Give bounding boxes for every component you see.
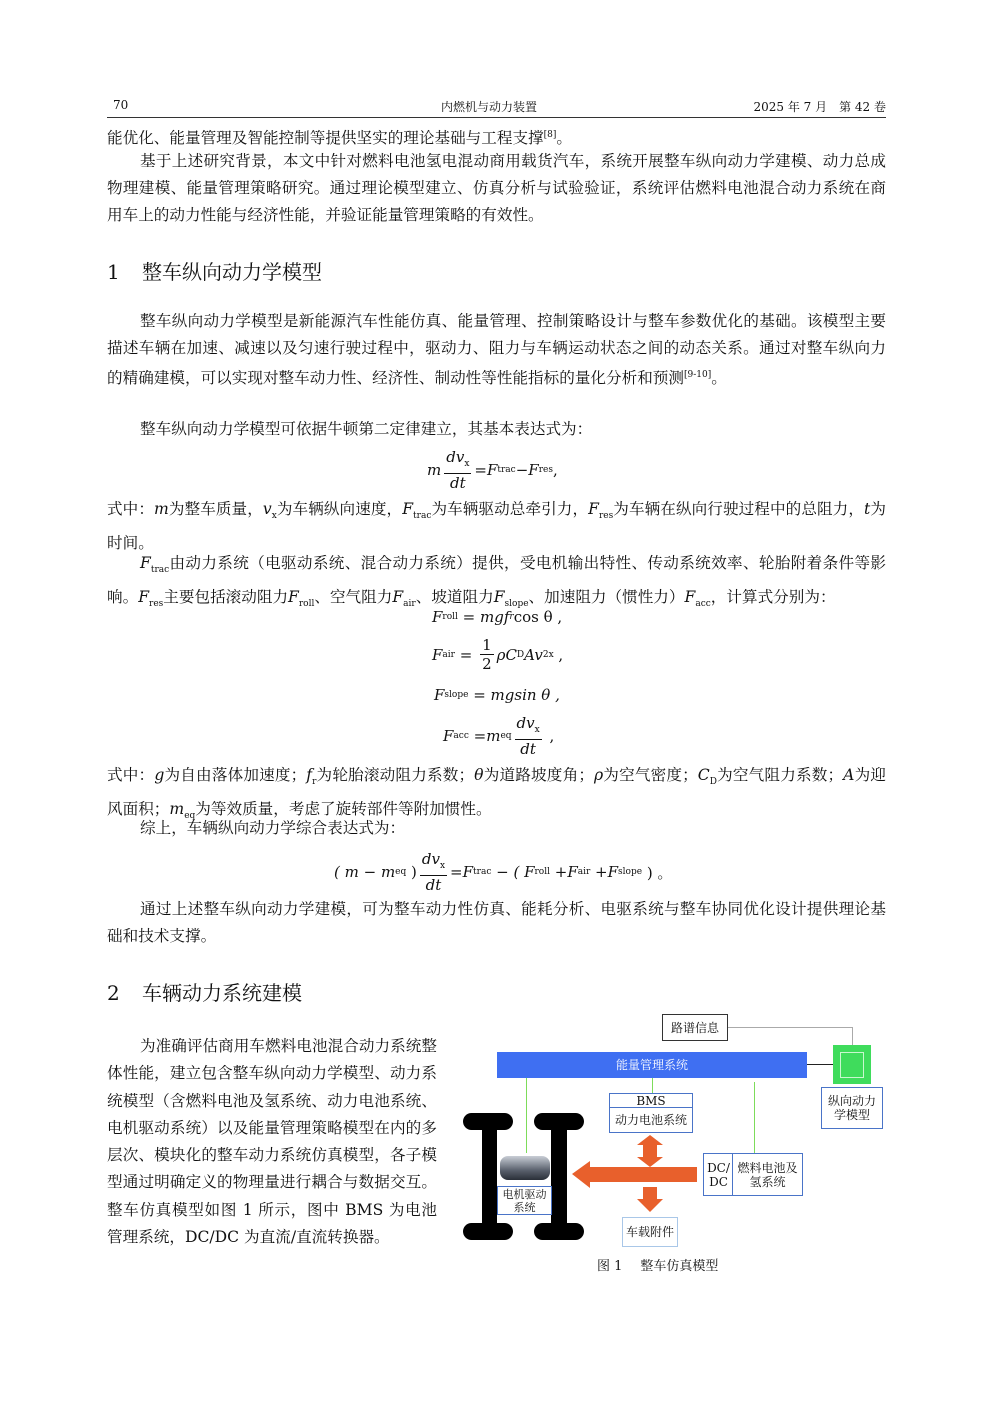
text-run: 。 [711,368,727,387]
text-run: 为车辆在纵向行驶过程中的总阻力， [613,500,864,518]
eq-sub: r [509,612,514,622]
eq-sub: x [534,725,540,735]
eq-term: dt [425,876,442,894]
eq-term: m [427,461,442,479]
math-subscript: trac [413,511,432,521]
eq-term: =F [474,461,498,479]
figure-number: 图 1 [597,1259,623,1274]
figure-title: 整车仿真模型 [640,1259,719,1274]
battery-system-box: 动力电池系统 [609,1107,693,1133]
eq-term: = mgf [457,608,510,626]
math-subscript: trac [150,565,170,575]
dcdc-box: DC/ DC [703,1153,733,1196]
eq-term: − ( F [491,863,535,881]
text-run: 为轮胎滚动阻力系数； [316,766,475,784]
math-subscript: res [598,511,614,521]
text-run: 为整车质量， [168,500,263,518]
eq-term: = mgsin θ , [468,686,560,704]
equation-accel [443,714,554,758]
section-heading-2 [107,977,302,1006]
signal-line [652,1078,653,1093]
fraction [444,448,471,492]
section-number: 2 [107,981,120,1005]
eq-term: dt [449,474,466,492]
text-run: ，计算式分别为： [710,587,836,606]
eq-term: , [544,727,555,745]
fraction [515,714,542,758]
math-variable: F [140,554,151,572]
paragraph [107,416,886,443]
power-flow-arrows [570,1133,700,1215]
header-rule [107,117,886,118]
axle-icon [482,1120,497,1230]
text-run: 能优化、能量管理及智能控制等提供坚实的理论基础与工程支撑 [107,129,544,147]
eq-term: 1 [482,636,492,654]
eq-term: cos θ , [513,608,563,626]
eq-term: F [432,645,443,664]
paragraph [107,815,886,842]
text-run: 、空气阻力 [314,587,393,606]
motor-drive-system-box: 电机驱动系统 [497,1186,552,1215]
text-run: 、加速阻力（惯性力） [528,587,685,606]
math-variable: F [588,500,599,518]
text-run: 为空气阻力系数； [716,766,844,784]
page-number: 70 [113,98,129,112]
accessories-box: 车载附件 [622,1217,678,1247]
eq-term: ( m − m [334,863,396,881]
issue-info: 2025 年 7 月 第 42 卷 [753,100,886,114]
eq-sub: x [548,649,554,660]
power-arrow-down [637,1187,663,1212]
citation: [8] [543,130,557,140]
eq-sub: slope [618,867,643,877]
eq-term: +F [590,863,619,881]
eq-sub: res [538,465,553,475]
text-run: 综上，车辆纵向动力学综合表达式为： [140,819,406,837]
math-variable: m [154,500,169,518]
eq-term: −F [515,461,539,479]
signal-line [526,1078,527,1153]
eq-sub: slope [444,690,469,700]
eq-term: ρC [496,645,517,664]
text-run: 基于上述研究背景，本文中针对燃料电池氢电混动商用载货汽车，系统开展整车纵向动力学建模、动力总成物理建模、能量管理策略研究。通过理论模型建立、仿真分析与试验验证，系统评估燃料电池混合动力系统在商用车上的动力性能与经济性能，并验证能量管理策略的有效性。 [107,152,886,224]
fraction [480,636,494,673]
eq-term: =m [468,727,501,745]
eq-sub: trac [497,465,516,475]
connector-line [728,1027,853,1028]
eq-sub: eq [500,731,512,741]
math-variable: ρ [593,766,604,784]
eq-term: +F [549,863,578,881]
math-variable: F [138,587,150,606]
text-run: 由动力系统（电驱动系统、混合动力系统）提供，受电机输出特性、传动系统效率、轮胎附着条件等影响。 [107,554,886,606]
connector-line [852,1027,853,1045]
longitudinal-dynamics-model-box: 纵向动力学模型 [821,1087,883,1129]
eq-term: dv [421,850,440,868]
math-variable: t [864,500,871,518]
math-variable: C [697,766,710,784]
section-title: 车辆动力系统建模 [142,981,302,1005]
math-variable: g [154,766,165,784]
power-arrow-left [572,1161,697,1188]
text-run: 为自由落体加速度； [164,766,307,784]
eq-sub: eq [395,867,407,877]
text-run: 主要包括滚动阻力 [163,587,289,606]
eq-sub: trac [473,867,492,877]
text-run: 为车辆驱动总牵引力， [431,500,589,518]
equation-air [432,636,563,673]
equation-slope [434,686,560,704]
eq-sub: air [442,649,455,660]
eq-term: dv [516,714,535,732]
text-run: 为迎风面积； [107,766,886,818]
figure-caption [597,1255,718,1274]
wheel-icon [463,1223,513,1240]
text-run: 式中： [107,766,155,784]
connector-line [807,1064,833,1065]
paragraph [107,1033,437,1251]
fraction [420,850,447,894]
eq-term: dt [520,740,536,758]
power-arrow-bidirectional [637,1135,663,1167]
signal-line [754,1082,755,1153]
text-run: 为空气密度； [603,766,698,784]
math-variable: F [402,500,414,518]
eq-sup: 2 [542,649,549,660]
paragraph [107,148,886,229]
section-number: 1 [107,260,120,284]
eq-sub: roll [442,612,458,622]
eq-term: = [454,645,478,664]
journal-title: 内燃机与动力装置 [441,100,538,114]
eq-term: ) [406,863,417,881]
text-run: 式中： [107,500,155,518]
eq-term: F [434,686,445,704]
math-subscript: air [403,598,416,609]
text-run: 为等效质量，考虑了旋转部件等附加惯性。 [195,799,492,818]
math-variable: F [493,587,505,606]
math-variable: m [169,799,185,818]
eq-term: dv [446,448,465,466]
math-variable: F [684,587,696,606]
axle-icon [551,1120,567,1230]
text-run: 通过上述整车纵向动力学建模，可为整车动力性仿真、能耗分析、电驱系统与整车协同优化设计提供理论基础和技术支撑。 [107,900,886,945]
eq-term: ) 。 [642,863,673,882]
eq-sub: air [577,867,591,877]
motor-image [500,1156,550,1180]
text-run: 为时间。 [107,500,886,552]
equation-rolling [432,608,562,626]
equation-combined [334,850,672,894]
math-variable: F [288,587,299,606]
paragraph [107,308,886,392]
math-variable: θ [474,766,484,784]
eq-sub: D [516,649,525,660]
simulink-block-icon [833,1045,871,1084]
text-run: 。 [556,129,572,147]
eq-term: F [432,608,443,626]
fuel-cell-system-box: 燃料电池及氢系统 [732,1153,803,1196]
eq-sub: x [464,459,470,469]
energy-management-system-box: 能量管理系统 [497,1052,807,1078]
paragraph [107,896,886,950]
math-variable: F [392,587,404,606]
math-variable: A [843,766,855,784]
math-variable: f [306,766,313,784]
text-run: 为准确评估商用车燃料电池混合动力系统整体性能，建立包含整车纵向动力学模型、动力系统模型（含燃料电池及氢系统、动力电池系统、电机驱动系统）以及能量管理策略模型在内的多层次、模块化的整车动力系统仿真模型，各子模型通过明确定义的物理量进行耦合与数据交互。整车仿真模型如图 1 所示，图中 BMS 为电池管理系统，DC/DC 为直流/直流转换器。 [107,1037,437,1247]
text-run: 为道路坡度角； [483,766,594,784]
text-run: 、坡道阻力 [415,587,494,606]
section-heading-1 [107,256,322,285]
math-variable: v [262,500,272,518]
wheel-icon [534,1223,584,1240]
eq-term: F [443,727,454,745]
eq-sub: x [439,861,446,871]
math-subscript: x [271,511,277,521]
math-subscript: res [149,598,164,609]
math-subscript: slope [504,598,529,609]
citation: [9-10] [683,369,712,380]
text-run: 整车纵向动力学模型是新能源汽车性能仿真、能量管理、控制策略设计与整车参数优化的基础。该模型主要描述车辆在加速、减速以及匀速行驶过程中，驱动力、阻力与车辆运动状态之间的动态关系。通过对整车纵向力的精确建模，可以实现对整车动力性、经济性、制动性等性能指标的量化分析和预测 [107,312,886,387]
eq-term: , [553,645,564,664]
eq-term: Av [524,645,543,664]
eq-term: 2 [482,655,492,673]
section-title: 整车纵向动力学模型 [142,260,322,284]
eq-term: , [552,461,558,479]
math-subscript: acc [695,598,711,609]
math-subscript: D [709,777,717,787]
bms-box: BMS [609,1093,693,1107]
eq-term: =F [450,863,474,881]
eq-sub: roll [534,867,550,877]
paragraph [107,496,886,557]
text-run: 为车辆纵向速度， [276,500,403,518]
eq-sub: acc [453,731,469,741]
road-info-box: 路谱信息 [662,1014,728,1041]
math-subscript: r [312,777,317,787]
math-subscript: eq [184,810,196,821]
text-run: 整车纵向动力学模型可依据牛顿第二定律建立，其基本表达式为： [140,420,593,438]
math-subscript: roll [298,598,315,609]
equation-newton [427,448,558,492]
